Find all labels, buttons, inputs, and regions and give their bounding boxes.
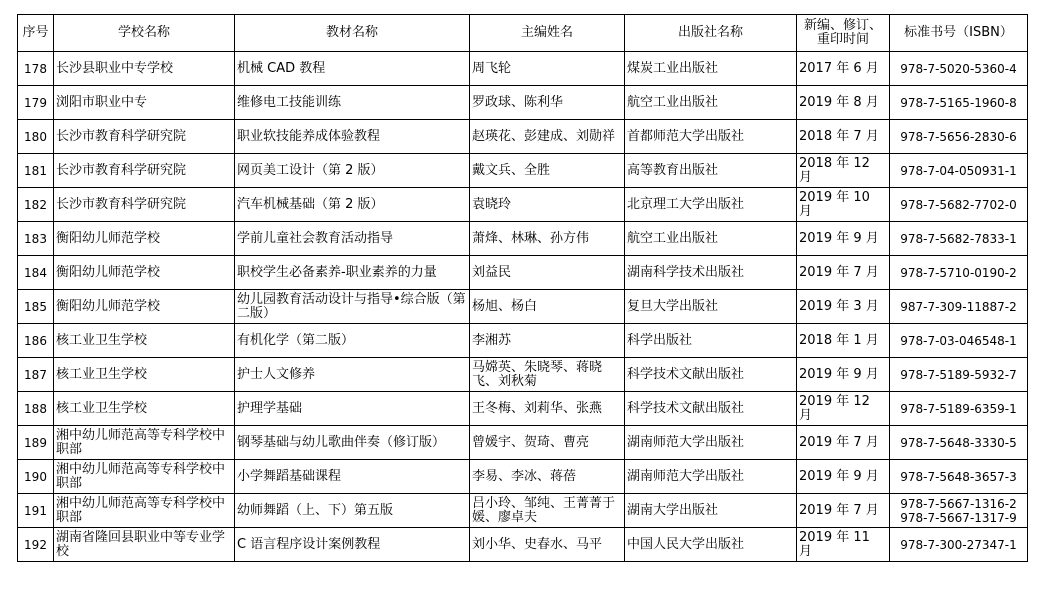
cell-editor: 袁晓玲	[470, 188, 625, 222]
cell-school: 衡阳幼儿师范学校	[54, 290, 235, 324]
header-book: 教材名称	[235, 15, 470, 52]
table-row	[18, 528, 1028, 562]
cell-publisher: 湖南师范大学出版社	[625, 460, 797, 494]
cell-isbn: 978-7-5165-1960-8	[890, 86, 1028, 120]
cell-date: 2019 年 11 月	[797, 528, 890, 562]
cell-school: 衡阳幼儿师范学校	[54, 256, 235, 290]
cell-date: 2019 年 9 月	[797, 460, 890, 494]
cell-date: 2019 年 8 月	[797, 86, 890, 120]
cell-date: 2019 年 9 月	[797, 358, 890, 392]
cell-publisher: 航空工业出版社	[625, 86, 797, 120]
cell-no: 186	[18, 324, 54, 358]
cell-date: 2019 年 7 月	[797, 494, 890, 528]
cell-isbn: 978-7-5710-0190-2	[890, 256, 1028, 290]
cell-publisher: 复旦大学出版社	[625, 290, 797, 324]
table-row	[18, 154, 1028, 188]
cell-school: 湖南省隆回县职业中等专业学校	[54, 528, 235, 562]
cell-editor: 罗政球、陈利华	[470, 86, 625, 120]
cell-school: 长沙市教育科学研究院	[54, 120, 235, 154]
cell-no: 180	[18, 120, 54, 154]
cell-no: 181	[18, 154, 54, 188]
header-date: 新编、修订、重印时间	[797, 15, 890, 52]
cell-publisher: 煤炭工业出版社	[625, 52, 797, 86]
cell-date: 2018 年 7 月	[797, 120, 890, 154]
table-row	[18, 256, 1028, 290]
cell-no: 190	[18, 460, 54, 494]
cell-isbn: 978-7-5682-7833-1	[890, 222, 1028, 256]
cell-book: 职校学生必备素养-职业素养的力量	[235, 256, 470, 290]
cell-date: 2017 年 6 月	[797, 52, 890, 86]
table-row	[18, 52, 1028, 86]
header-row	[18, 15, 1028, 52]
cell-date: 2019 年 3 月	[797, 290, 890, 324]
cell-book: 学前儿童社会教育活动指导	[235, 222, 470, 256]
table-row	[18, 222, 1028, 256]
cell-no: 187	[18, 358, 54, 392]
table-row	[18, 188, 1028, 222]
cell-isbn	[890, 494, 1028, 528]
cell-school: 核工业卫生学校	[54, 324, 235, 358]
cell-book: 护理学基础	[235, 392, 470, 426]
cell-editor: 杨旭、杨白	[470, 290, 625, 324]
cell-isbn: 978-7-04-050931-1	[890, 154, 1028, 188]
cell-no: 178	[18, 52, 54, 86]
cell-book: 护士人文修养	[235, 358, 470, 392]
cell-no: 188	[18, 392, 54, 426]
cell-publisher: 中国人民大学出版社	[625, 528, 797, 562]
cell-editor: 李湘苏	[470, 324, 625, 358]
isbn-line-1: 978-7-5667-1316-2	[900, 496, 1017, 511]
cell-publisher: 北京理工大学出版社	[625, 188, 797, 222]
header-editor: 主编姓名	[470, 15, 625, 52]
cell-book: 钢琴基础与幼儿歌曲伴奏（修订版）	[235, 426, 470, 460]
cell-date: 2019 年 12 月	[797, 392, 890, 426]
cell-no: 182	[18, 188, 54, 222]
cell-publisher: 首都师范大学出版社	[625, 120, 797, 154]
cell-editor: 刘益民	[470, 256, 625, 290]
cell-editor: 刘小华、史春水、马平	[470, 528, 625, 562]
cell-date: 2018 年 1 月	[797, 324, 890, 358]
cell-no: 179	[18, 86, 54, 120]
cell-publisher: 湖南师范大学出版社	[625, 426, 797, 460]
cell-school: 长沙市教育科学研究院	[54, 188, 235, 222]
cell-book: C 语言程序设计案例教程	[235, 528, 470, 562]
cell-school: 湘中幼儿师范高等专科学校中职部	[54, 460, 235, 494]
header-no: 序号	[18, 15, 54, 52]
cell-editor: 戴文兵、全胜	[470, 154, 625, 188]
cell-book: 幼儿园教育活动设计与指导•综合版（第二版）	[235, 290, 470, 324]
cell-date: 2019 年 7 月	[797, 256, 890, 290]
cell-school: 核工业卫生学校	[54, 358, 235, 392]
cell-book: 机械 CAD 教程	[235, 52, 470, 86]
cell-school: 衡阳幼儿师范学校	[54, 222, 235, 256]
cell-isbn: 978-7-5189-6359-1	[890, 392, 1028, 426]
cell-editor: 曾媛宇、贺琦、曹亮	[470, 426, 625, 460]
cell-editor: 李易、李冰、蒋蓓	[470, 460, 625, 494]
cell-isbn: 978-7-5648-3657-3	[890, 460, 1028, 494]
cell-editor: 赵瑛花、彭建成、刘勋祥	[470, 120, 625, 154]
textbook-table	[17, 14, 1028, 562]
cell-no: 191	[18, 494, 54, 528]
cell-no: 184	[18, 256, 54, 290]
cell-book: 职业软技能养成体验教程	[235, 120, 470, 154]
cell-isbn: 978-7-5020-5360-4	[890, 52, 1028, 86]
cell-isbn: 978-7-5189-5932-7	[890, 358, 1028, 392]
cell-isbn: 987-7-309-11887-2	[890, 290, 1028, 324]
cell-publisher: 科学技术文献出版社	[625, 392, 797, 426]
cell-no: 192	[18, 528, 54, 562]
cell-school: 湘中幼儿师范高等专科学校中职部	[54, 426, 235, 460]
cell-publisher: 科学出版社	[625, 324, 797, 358]
cell-book: 维修电工技能训练	[235, 86, 470, 120]
cell-editor: 周飞轮	[470, 52, 625, 86]
isbn-line-2: 978-7-5667-1317-9	[900, 510, 1017, 525]
cell-isbn: 978-7-300-27347-1	[890, 528, 1028, 562]
cell-editor: 马嫦英、朱晓琴、蒋晓飞、刘秋菊	[470, 358, 625, 392]
cell-school: 浏阳市职业中专	[54, 86, 235, 120]
cell-publisher: 科学技术文献出版社	[625, 358, 797, 392]
cell-date: 2018 年 12 月	[797, 154, 890, 188]
cell-publisher: 高等教育出版社	[625, 154, 797, 188]
cell-editor: 王冬梅、刘莉华、张燕	[470, 392, 625, 426]
table-row	[18, 392, 1028, 426]
cell-publisher: 航空工业出版社	[625, 222, 797, 256]
cell-school: 长沙市教育科学研究院	[54, 154, 235, 188]
table-row	[18, 86, 1028, 120]
table-row	[18, 358, 1028, 392]
cell-isbn: 978-7-5648-3330-5	[890, 426, 1028, 460]
header-school: 学校名称	[54, 15, 235, 52]
cell-school: 长沙县职业中专学校	[54, 52, 235, 86]
cell-publisher: 湖南大学出版社	[625, 494, 797, 528]
cell-date: 2019 年 7 月	[797, 426, 890, 460]
cell-publisher: 湖南科学技术出版社	[625, 256, 797, 290]
table-row	[18, 460, 1028, 494]
cell-book: 汽车机械基础（第 2 版）	[235, 188, 470, 222]
table-row	[18, 324, 1028, 358]
cell-isbn: 978-7-5682-7702-0	[890, 188, 1028, 222]
cell-book: 网页美工设计（第 2 版）	[235, 154, 470, 188]
header-publisher: 出版社名称	[625, 15, 797, 52]
cell-book: 小学舞蹈基础课程	[235, 460, 470, 494]
table-row	[18, 120, 1028, 154]
cell-date: 2019 年 9 月	[797, 222, 890, 256]
cell-isbn: 978-7-03-046548-1	[890, 324, 1028, 358]
table-row	[18, 290, 1028, 324]
cell-editor: 萧烽、林琳、孙方伟	[470, 222, 625, 256]
table-row	[18, 426, 1028, 460]
cell-school: 湘中幼儿师范高等专科学校中职部	[54, 494, 235, 528]
cell-book: 幼师舞蹈（上、下）第五版	[235, 494, 470, 528]
cell-date: 2019 年 10 月	[797, 188, 890, 222]
cell-isbn: 978-7-5656-2830-6	[890, 120, 1028, 154]
header-isbn: 标准书号（ISBN）	[890, 15, 1028, 52]
table-row	[18, 494, 1028, 528]
cell-editor: 吕小玲、邹纯、王菁菁于媛、廖卓夫	[470, 494, 625, 528]
cell-school: 核工业卫生学校	[54, 392, 235, 426]
cell-no: 189	[18, 426, 54, 460]
cell-no: 185	[18, 290, 54, 324]
cell-book: 有机化学（第二版）	[235, 324, 470, 358]
cell-no: 183	[18, 222, 54, 256]
